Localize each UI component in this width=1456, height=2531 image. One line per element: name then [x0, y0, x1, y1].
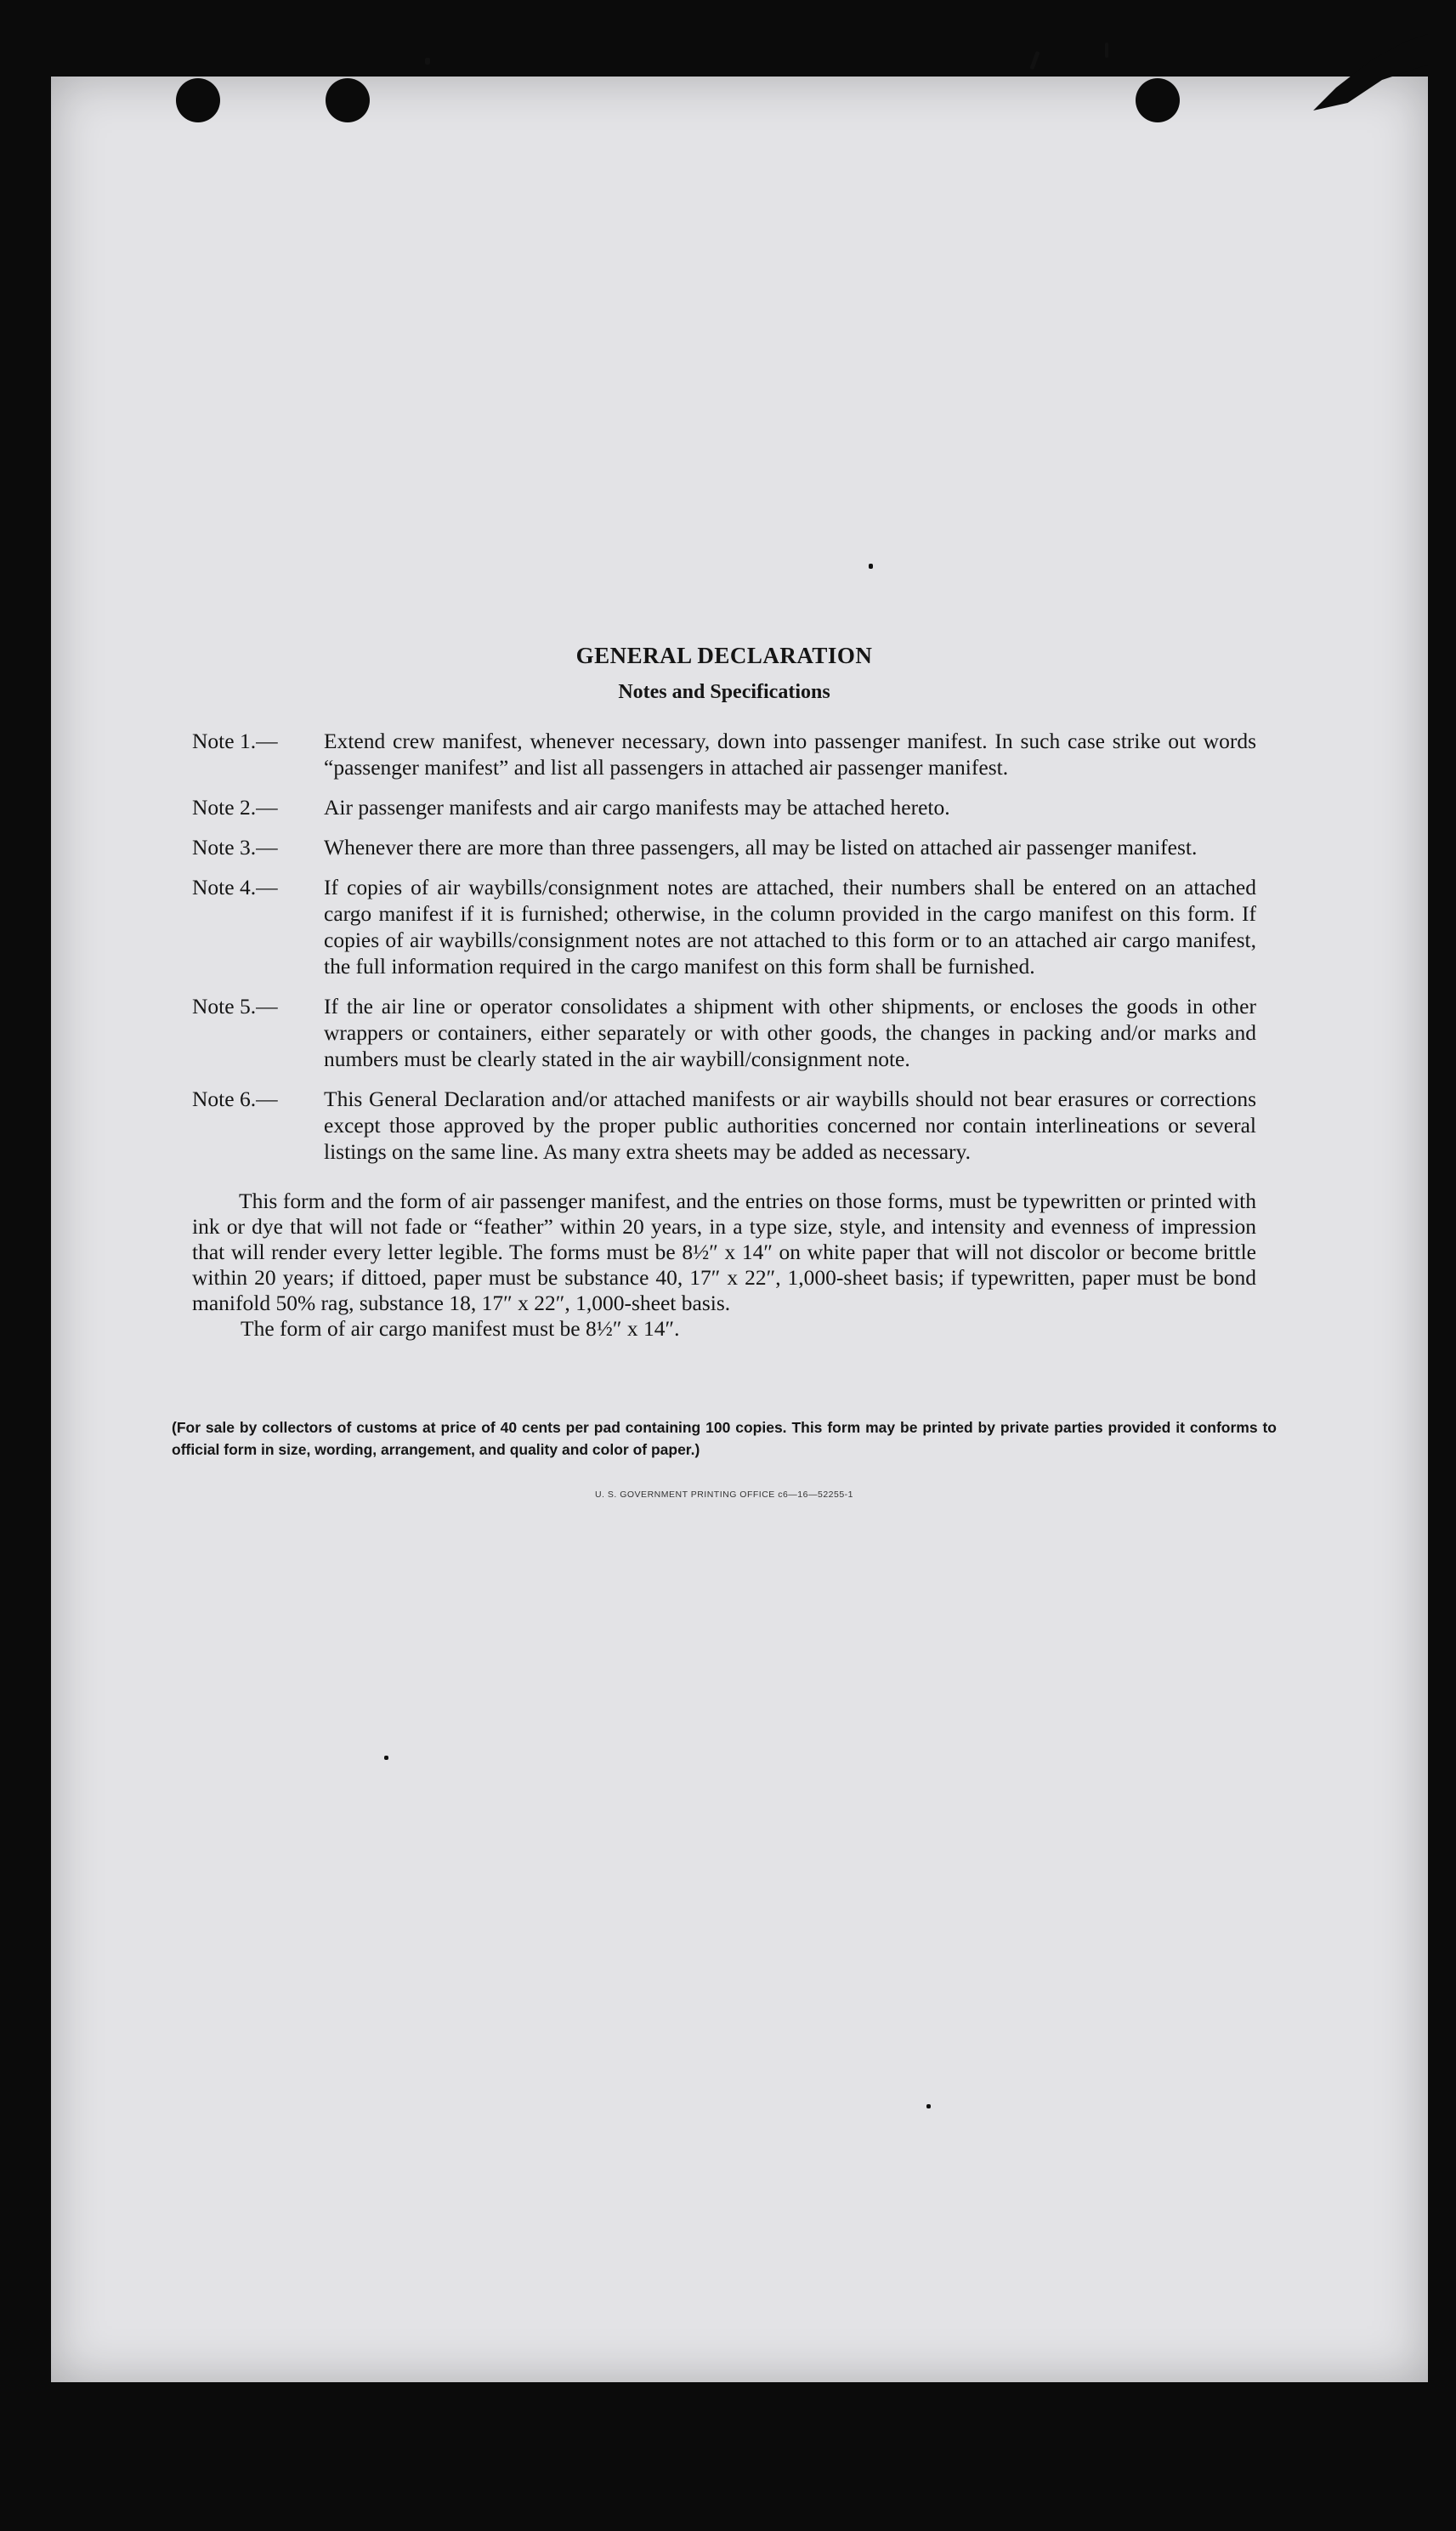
ink-speck [926, 2104, 931, 2108]
document-subtitle: Notes and Specifications [618, 681, 830, 703]
note-text: If copies of air waybills/consignment notes are attached, their numbers shall be entered on an attached cargo manifest if it is furnished; otherwise, in the column provided in the cargo manifest on this form. If copies of air waybills/consignment notes are not attached to this form or to an attached air cargo manifest, the full information required in the cargo manifest on this form shall be furnished. [324, 875, 1256, 979]
document-title: GENERAL DECLARATION [575, 643, 873, 668]
notes-document [172, 643, 1277, 1500]
punch-hole-right [1136, 78, 1180, 122]
note-3 [192, 834, 1256, 860]
note-text: Extend crew manifest, whenever necessary, down into passenger manifest. In such case strike out words “passenger manifest” and list all passengers in attached air passenger manifest. [324, 729, 1256, 780]
note-label: Note 4.— [192, 875, 278, 899]
note-1 [192, 728, 1256, 780]
cargo-manifest-size-line: The form of air cargo manifest must be 8½″ x 14″. [241, 1316, 680, 1341]
note-label: Note 5.— [192, 994, 278, 1019]
note-text: This General Declaration and/or attached manifests or air waybills should not bear erasures or corrections except those approved by the proper public authorities concerned nor contain interlineations or several listings on the same line. As many extra sheets may be added as necessary. [324, 1087, 1256, 1164]
note-text: Air passenger manifests and air cargo manifests may be attached hereto. [324, 795, 950, 820]
note-6 [192, 1086, 1256, 1165]
note-5 [192, 993, 1256, 1072]
note-label: Note 3.— [192, 835, 278, 860]
note-4 [192, 874, 1256, 979]
ink-speck [1029, 51, 1040, 70]
note-text: If the air line or operator consolidates a shipment with other shipments, or encloses the goods in other wrappers or containers, either separately or with other goods, the changes in packing and/or marks and numbers must be clearly stated in the air waybill/consignment note. [324, 994, 1256, 1071]
punch-hole-center-left [326, 78, 370, 122]
ink-speck [384, 1756, 388, 1760]
specifications-paragraph: This form and the form of air passenger manifest, and the entries on those forms, must be typewritten or printed with ink or dye that will not fade or “feather” within 20 years, in a type size, style, and intensity and evenness of impression that will render every letter legible. The forms must be 8½″ x 14″ on white paper that will not discolor or become brittle within 20 years; if dittoed, paper must be substance 40, 17″ x 22″, 1,000-sheet basis; if typewritten, paper must be bond manifold 50% rag, substance 18, 17″ x 22″, 1,000-sheet basis. [192, 1189, 1256, 1315]
note-2 [192, 794, 1256, 820]
note-label: Note 2.— [192, 795, 278, 820]
ink-speck [1105, 43, 1108, 58]
ink-speck [869, 564, 873, 569]
note-label: Note 1.— [192, 729, 278, 753]
sale-notice: (For sale by collectors of customs at price of 40 cents per pad containing 100 copies. This form may be printed by private parties provided it conforms to official form in size, wording, arrangement, and quality and color of paper.) [172, 1419, 1277, 1458]
ink-speck [425, 58, 430, 65]
note-label: Note 6.— [192, 1087, 278, 1111]
punch-hole-left [176, 78, 220, 122]
note-text: Whenever there are more than three passengers, all may be listed on attached air passenger manifest. [324, 835, 1198, 860]
printer-imprint: U. S. GOVERNMENT PRINTING OFFICE c6—16—52255-1 [594, 1490, 854, 1500]
